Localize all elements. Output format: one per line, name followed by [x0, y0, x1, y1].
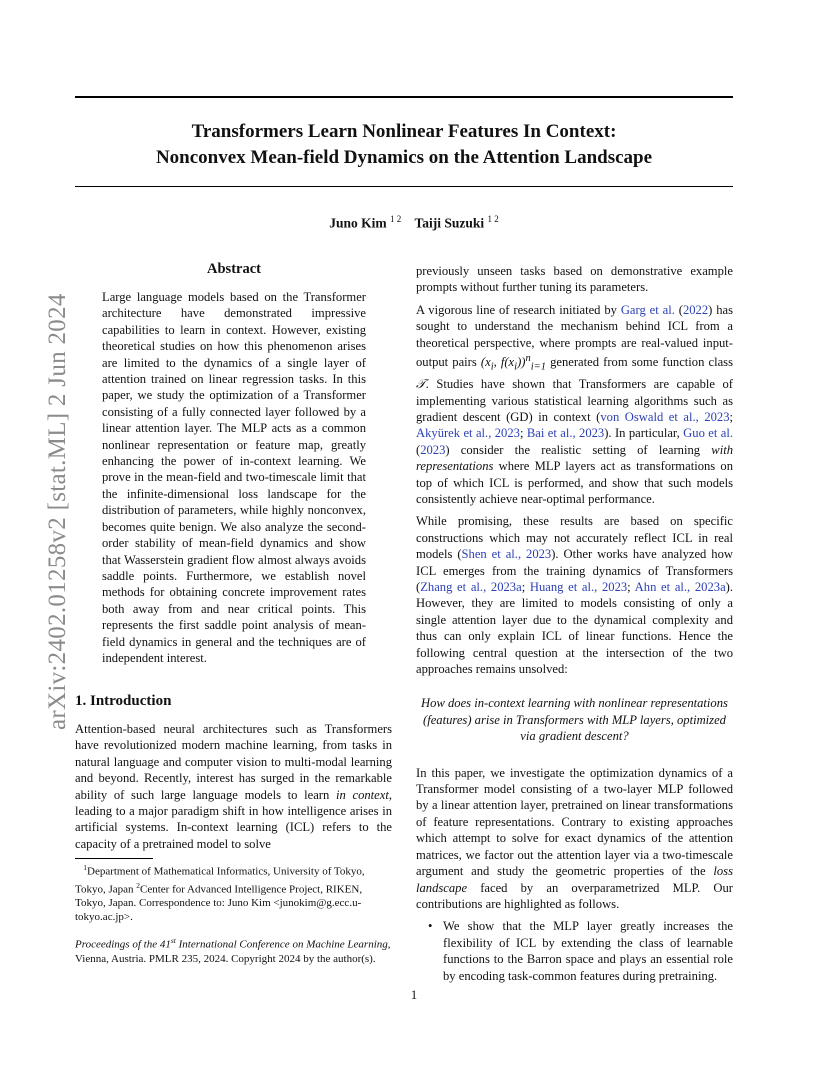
emphasis: Proceedings of the — [75, 938, 160, 951]
text-run: . Studies have shown that Transformers are capable of implementing various statistical learning algorithms such as gradient descent (GD) in context ( — [416, 377, 733, 424]
paper-title — [75, 119, 733, 171]
page-number: 1 — [410, 988, 418, 1002]
abstract-text — [102, 289, 366, 672]
text-run: faced by an overparametrized MLP. Our contributions are highlighted as follows. — [416, 880, 733, 911]
text-run: ). Other works have analyzed how ICL emerges from the training dynamics of Transformers ( — [416, 547, 733, 595]
emphasis: International Conference on Machine Learning — [175, 938, 388, 951]
intro-right-column — [416, 263, 733, 984]
affiliation-footnote — [75, 861, 392, 924]
citation-link[interactable]: 2023 — [420, 442, 446, 457]
author-name: Taiji Suzuki — [414, 215, 485, 231]
citation-link[interactable]: von Oswald et al., 2023 — [600, 409, 730, 424]
text-run: generated from some function class — [545, 355, 733, 370]
emphasis: in context — [336, 787, 389, 802]
citation-link[interactable]: Bai et al., 2023 — [526, 426, 605, 441]
citation-link[interactable]: Akyürek et al., 2023 — [416, 426, 520, 441]
intro-paragraph-1-continued: previously unseen tasks based on demonstrative example prompts without further tuning its parameters. — [416, 264, 733, 295]
text-run: A vigorous line of research initiated by — [416, 302, 621, 317]
footnote-rule — [75, 858, 153, 859]
intro-paragraph-3: While promising, these results are based on specific constructions which may not accurately reflect ICL in real models (Shen et al., 2023). Other works have analyzed how ICL emerges from the training dynamics of Transformers (Zhang et al., 2023a; Huang et al., 2023; Ahn et al., 2023a). However, they are limited to models consisting of only a single attention layer due to the dynamical complexity and thus can only explain ICL of linear functions. Hence the following central question at the intersection of the two approaches remains unsolved: — [416, 514, 734, 677]
author-affiliation: 1 2 — [389, 214, 402, 224]
emphasis: st — [170, 936, 176, 946]
emphasis: 41 — [159, 938, 171, 951]
citation-link[interactable]: Zhang et al., 2023a — [420, 580, 522, 595]
text-run: , leading to a major paradigm shift in how intelligence arises in artificial systems. In-context learning (ICL) refers to the capacity of a pretrained model to solve — [75, 787, 392, 851]
arxiv-stamp: arXiv:2402.01258v2 [stat.ML] 2 Jun 2024 — [44, 293, 71, 730]
citation-link[interactable]: Ahn et al., 2023a — [634, 580, 726, 595]
text-run: In this paper, we investigate the optimization dynamics of a Transformer model consisting of a two-layer MLP followed by a linear attention layer, pretrained on linear transformations of feature representations. Contrary to existing approaches which attempt to solve for exact dynamics of the attention matrices, we factor out the attention layer via a two-timescale argument and study the geometric properties of the — [416, 765, 733, 879]
title-line-1: Transformers Learn Nonlinear Features In Context: — [191, 121, 617, 142]
emphasis: with representations — [416, 442, 733, 474]
abstract-paragraph: Large language models based on the Transformer architecture have demonstrated impressive capabilities to learn in context. However, existing theoretical studies on how this phenomenon arises are limited to the dynamics of a single layer of attention trained on linear regression tasks. In this paper, we study the optimization of a Transformer consisting of a fully connected layer followed by a linear attention layer. The MLP acts as a common nonlinear representation or feature map, greatly enhancing the power of in-context learning. We prove in the mean-field and two-timescale limit that the infinite-dimensional loss landscape for the distribution of parameters, while highly nonconvex, becomes quite benign. We also analyze the second-order stability of mean-field dynamics and show that Wasserstein gradient flow almost always avoids saddle points. Furthermore, we establish novel methods for obtaining concrete improvement rates both away from and near critical points. This represents the first saddle point analysis of mean-field dynamics in general and the techniques are of independent interest. — [102, 290, 366, 665]
proceedings-footnote — [75, 934, 392, 966]
footnote — [75, 861, 392, 976]
citation-link[interactable]: Huang et al., 2023 — [529, 580, 628, 595]
text-run: Department of Mathematical Informatics, University of Tokyo, Tokyo, Japan — [75, 865, 365, 896]
intro-paragraph-1 — [75, 721, 392, 852]
citation-link[interactable]: Shen et al., 2023 — [461, 547, 552, 562]
text-run: While promising, these results are based on specific constructions which may not accurately reflect ICL in real models ( — [416, 514, 733, 562]
intro-left-column — [75, 721, 392, 858]
abstract-heading: Abstract — [207, 261, 261, 277]
footnote-mark: 1 — [83, 863, 87, 872]
title-line-2: Nonconvex Mean-field Dynamics on the Attention Landscape — [155, 147, 653, 168]
top-rule — [75, 96, 733, 98]
section-heading-introduction: 1. Introduction — [75, 693, 172, 709]
intro-paragraph-4 — [416, 765, 733, 913]
text-run: ). In particular, — [604, 426, 684, 441]
contributions-list — [416, 918, 733, 984]
intro-paragraph-2: A vigorous line of research initiated by Garg et al. (2022) has sought to understand the mechanism behind ICL from a theoretical perspective, where prompts are real-valued input-output pairs ($x_i$, $f(x_i))^n_{i=1}$ generated from some function class 𝒯. Studies have shown that Transformers are capable of implementing various statistical learning algorithms such as gradient descent (GD) in context (von Oswald et al., 2023; Akyürek et al., 2023; Bai et al., 2023). In particular, Guo et al. (2023) consider the realistic setting of learning with representations where MLP layers act as transformations on top of which ICL is performed, and show that such models consistently achieve near-optimal performance. — [416, 302, 734, 506]
text-run: Center for Advanced Intelligence Project, RIKEN, Tokyo, Japan. Correspondence to: Juno Kim <junokim@g.ecc.u-tokyo.ac.jp>. — [75, 883, 363, 924]
central-question: How does in-context learning with nonlinear representations (features) arise in Transformers with MLP layers, optimized via gradient descent? — [421, 696, 728, 744]
author-affiliation: 1 2 — [487, 214, 499, 224]
citation-link[interactable]: Guo et al. — [683, 426, 733, 441]
text-run: consider the realistic setting of learning — [449, 442, 712, 457]
text-run: ). However, they are limited to models consisting of only a single attention layer due to the dynamical complexity and thus can only explain ICL of linear functions. Hence the following central question at the intersection of the two approaches remains unsolved: — [416, 580, 734, 677]
math-inline: ($x_i$, $f(x_i))^n_{i=1}$ — [480, 353, 546, 373]
citation-link[interactable]: 2022 — [682, 302, 709, 317]
function-class-symbol: 𝒯 — [416, 377, 426, 392]
citation-link[interactable]: Garg et al. — [620, 302, 675, 317]
title-bottom-rule — [75, 186, 733, 187]
author-name: Juno Kim — [329, 215, 387, 231]
author-list — [0, 214, 828, 232]
list-item: • We show that the MLP layer greatly increases the flexibility of ICL by extending the class of learnable functions to the Barron space and plays an essential role by encoding task-common features during pretraining. — [416, 918, 733, 984]
emphasis: loss landscape — [416, 864, 733, 895]
text-run: Attention-based neural architectures such as Transformers have revolutionized modern machine learning, from tasks in natural language and computer vision to multi-modal learning and beyond. Recently, interest has surged in the remarkable ability of such large language models to learn — [75, 722, 392, 802]
footnote-mark: 2 — [136, 880, 140, 890]
text-run: where MLP layers act as transformations on top of which ICL is performed, and show that such models consistently achieve near-optimal performance. — [416, 459, 733, 506]
text-run: , Vienna, Austria. PMLR 235, 2024. Copyright 2024 by the author(s). — [75, 938, 391, 965]
text-run: has sought to understand the mechanism behind ICL from a theoretical perspective, where prompts are real-valued input-output pairs — [416, 302, 734, 370]
